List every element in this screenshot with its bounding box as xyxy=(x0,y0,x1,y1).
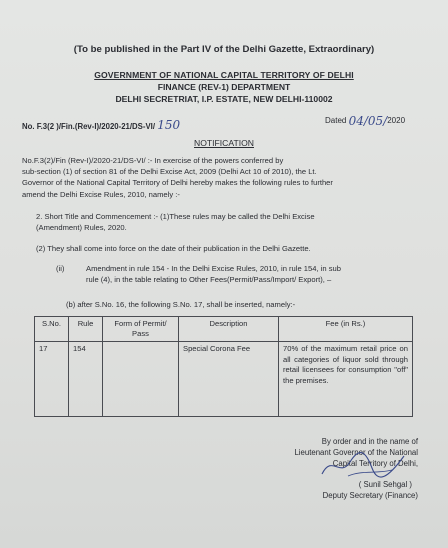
date-handwritten: 04/05/ xyxy=(348,114,388,128)
short-title-line: (Amendment) Rules, 2020. xyxy=(36,223,127,233)
notification-title: NOTIFICATION xyxy=(194,138,254,148)
cell-rule: 154 xyxy=(69,342,103,417)
header-form: Form of Permit/ Pass xyxy=(103,317,179,342)
table-header-row xyxy=(35,317,413,342)
department-address: DELHI SECRETRIAT, I.P. ESTATE, NEW DELHI-110002 xyxy=(115,94,333,104)
commencement-paragraph: (2) They shall come into force on the date of their publication in the Delhi Gazette. xyxy=(36,244,311,253)
header-sno: S.No. xyxy=(35,317,69,342)
signature-line: Lieutenant Governor of the National xyxy=(294,448,418,457)
reference-date xyxy=(325,114,405,128)
publication-note: (To be published in the Part IV of the Delhi Gazette, Extraordinary) xyxy=(73,44,375,55)
amendment-line: rule (4), in the table relating to Other Fees(Permit/Pass/Import/ Export), – xyxy=(86,275,332,285)
department-name: FINANCE (REV-1) DEPARTMENT xyxy=(157,82,291,92)
intro-line: No.F.3(2)/Fin (Rev-I)/2020-21/DS-VI/ :- In exercise of the powers conferred by xyxy=(22,156,284,165)
dated-label: Dated xyxy=(325,116,347,125)
reference-number-handwritten: 150 xyxy=(157,118,181,132)
cell-fee: 70% of the maximum retail price on all categories of liquor sold through retail licensees for consumption "off" the premises. xyxy=(279,342,413,417)
signature-line: By order and in the name of xyxy=(321,437,418,446)
date-year: 2020 xyxy=(387,116,406,125)
amendment-number: (ii) xyxy=(56,264,65,273)
cell-form xyxy=(103,342,179,417)
insertion-paragraph: (b) after S.No. 16, the following S.No. 17, shall be inserted, namely:- xyxy=(66,300,296,309)
intro-line: Governor of the National Capital Territory of Delhi hereby makes the following rules to further xyxy=(22,178,333,188)
reference-number xyxy=(22,118,180,132)
cell-description: Special Corona Fee xyxy=(179,342,279,417)
signatory-name: ( Sunil Sehgal ) xyxy=(358,480,412,489)
handwritten-signature-mark xyxy=(318,448,408,482)
table-row xyxy=(35,342,413,417)
header-rule: Rule xyxy=(69,317,103,342)
amendment-line: Amendment in rule 154 - In the Delhi Excise Rules, 2010, in rule 154, in sub xyxy=(86,264,341,273)
government-name: GOVERNMENT OF NATIONAL CAPITAL TERRITORY OF DELHI xyxy=(94,70,354,80)
signatory-designation: Deputy Secretary (Finance) xyxy=(322,491,418,500)
short-title-paragraph xyxy=(36,211,426,233)
intro-paragraph xyxy=(22,155,426,200)
intro-line: sub-section (1) of section 81 of the Delhi Excise Act, 2009 (Delhi Act 10 of 2010), the Lt. xyxy=(22,167,317,177)
intro-line: amend the Delhi Excise Rules, 2010, namely :- xyxy=(22,189,180,199)
signature-line: Capital Territory of Delhi, xyxy=(332,459,418,468)
cell-sno: 17 xyxy=(35,342,69,417)
header-description: Description xyxy=(179,317,279,342)
short-title-line: 2. Short Title and Commencement :- (1)These rules may be called the Delhi Excise xyxy=(36,212,315,221)
reference-number-prefix: No. F.3(2 )/Fin.(Rev-I)/2020-21/DS-VI/ xyxy=(22,122,158,131)
fee-table xyxy=(34,316,413,417)
header-fee: Fee (in Rs.) xyxy=(279,317,413,342)
